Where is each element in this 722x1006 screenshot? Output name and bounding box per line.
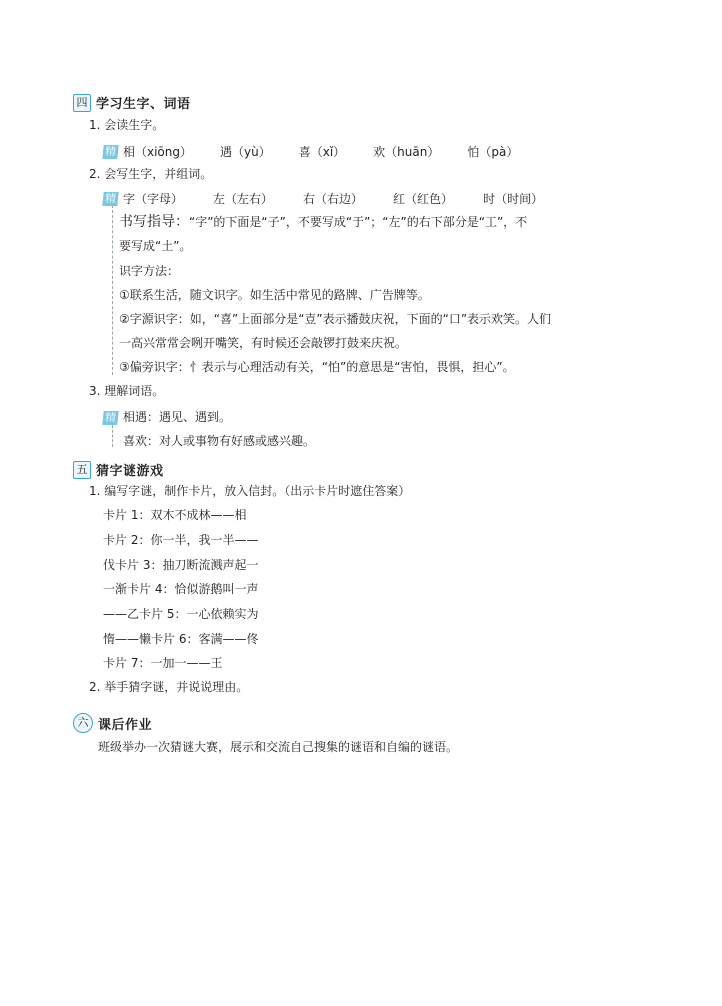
write-chars-row <box>103 190 573 207</box>
method-1: ①联系生活，随文识字。如生活中常见的路牌、广告牌等。 <box>119 288 430 302</box>
write-char: 右（右边） <box>303 192 364 206</box>
s4-item-2: 2. 会写生字，并组词。 <box>89 167 213 181</box>
read-char: 欢（huān） <box>373 145 440 159</box>
writing-guide-line-2: 要写成“土”。 <box>119 239 192 253</box>
read-char: 喜（xǐ） <box>298 145 346 159</box>
jing-marker-icon: 精 <box>102 411 118 425</box>
riddle-card: 伐卡片 3：抽刀断流溅声起一 <box>103 558 259 572</box>
read-char: 相（xiōng） <box>123 145 193 159</box>
s4-item-3: 3. 理解词语。 <box>89 384 165 398</box>
read-char: 遇（yù） <box>220 145 271 159</box>
s4-item-1: 1. 会读生字。 <box>89 118 165 132</box>
read-char: 怕（pà） <box>467 145 519 159</box>
writing-guide-text: “字”的下面是“子”，不要写成“于”；“左”的右下部分是“工”，不 <box>189 215 528 229</box>
section-5-heading <box>73 460 164 479</box>
section-6-title: 课后作业 <box>98 717 153 733</box>
riddle-card: 卡片 7：一加一——王 <box>103 656 223 670</box>
method-2-line-1: ②字源识字：如，“喜”上面部分是“壴”表示播鼓庆祝，下面的“口”表示欢笑。人们 <box>119 312 552 326</box>
word-1-text: 相遇：遇见、遇到。 <box>123 410 232 424</box>
section-4-badge: 四 <box>73 94 91 112</box>
jing-marker-icon: 精 <box>102 192 118 206</box>
dashed-guide-line <box>112 205 113 375</box>
riddle-card: 惰——懒卡片 6：客满——佟 <box>103 632 259 646</box>
method-3: ③偏旁识字：忄表示与心理活动有关，“怕”的意思是“害怕，畏惧，担心”。 <box>119 360 515 374</box>
write-char: 红（红色） <box>393 192 454 206</box>
riddle-card: 一渐卡片 4：恰似游鹅叫一声 <box>103 582 259 596</box>
method-2-line-2: 一高兴常常会咧开嘴笑，有时候还会敲锣打鼓来庆祝。 <box>119 336 408 350</box>
word-1 <box>103 409 231 425</box>
writing-guide-label: 书写指导： <box>119 214 189 230</box>
section-4-title: 学习生字、词语 <box>96 97 191 112</box>
read-chars-row <box>103 143 546 160</box>
s5-item-1: 1. 编写字谜，制作卡片，放入信封。（出示卡片时遮住答案） <box>89 484 411 498</box>
section-6-heading <box>73 713 152 733</box>
s5-item-2: 2. 举手猜字谜，并说说理由。 <box>89 680 249 694</box>
homework-text: 班级举办一次猜谜大赛，展示和交流自己搜集的谜语和自编的谜语。 <box>98 740 459 754</box>
writing-guide-line-1 <box>119 214 527 230</box>
section-6-badge: 六 <box>73 713 93 733</box>
riddle-card: ——乙卡片 5：一心依赖实为 <box>103 607 259 621</box>
riddle-card: 卡片 1：双木不成林——相 <box>103 508 247 522</box>
section-5-title: 猜字谜游戏 <box>96 464 164 479</box>
section-5-badge: 五 <box>73 461 91 479</box>
jing-marker-icon: 精 <box>102 145 118 159</box>
write-char: 字（字母） <box>123 192 184 206</box>
dashed-guide-line <box>112 425 113 447</box>
write-char: 左（左右） <box>213 192 274 206</box>
riddle-card: 卡片 2：你一半，我一半—— <box>103 533 259 547</box>
method-label: 识字方法： <box>119 264 180 278</box>
word-2: 喜欢：对人或事物有好感或感兴趣。 <box>123 434 316 448</box>
section-4-heading <box>73 93 191 112</box>
write-char: 时（时间） <box>483 192 544 206</box>
